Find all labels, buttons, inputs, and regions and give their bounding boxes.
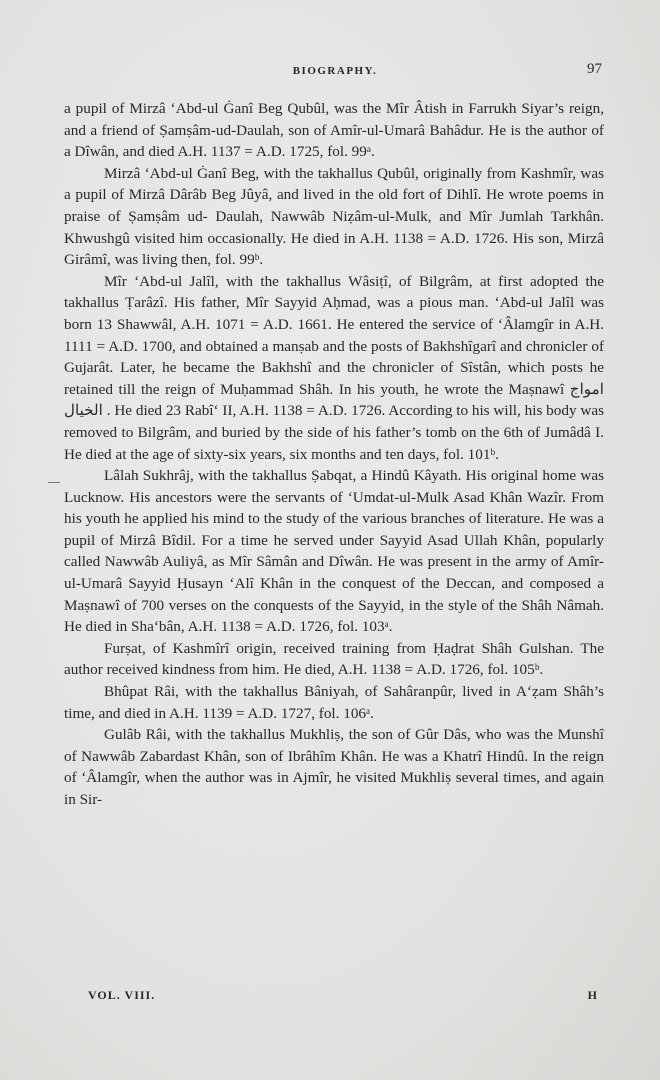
text-line: A.H. 1137 = A.D. 1725, fol. 99ᵃ. bbox=[177, 143, 375, 161]
signature-mark: H bbox=[587, 988, 598, 1002]
paragraph bbox=[64, 681, 604, 724]
text-line: the 6th of Jumâdâ I. He died at the age of sixty-six years, six bbox=[64, 423, 604, 463]
text-line: months and ten days, fol. 101ᵇ. bbox=[311, 445, 499, 463]
volume-label: VOL. VIII. bbox=[88, 988, 156, 1002]
paragraph bbox=[64, 724, 604, 810]
text-line: and Dîwân. He was present in the army of Amîr-ul-Umarâ Sayyid bbox=[64, 553, 604, 593]
text-line: His original home was Lucknow. His ancestors were the servants bbox=[64, 467, 605, 506]
page-footer bbox=[88, 988, 608, 1004]
page-header bbox=[60, 61, 610, 83]
text-line: his mind to the study of the various branches of literature. He bbox=[191, 510, 566, 528]
text-line: Lâlah Sukhrâj, with the takhallus Ṣabqat, a Hindû Kâyath. bbox=[104, 467, 462, 485]
text-line: was in Ajmîr, he visited Mukhliṣ several times, and again in Sir- bbox=[64, 769, 605, 808]
text-line: Gulâb Râi, with the takhallus Mukhliṣ, the son of Gûr Dâs, who bbox=[104, 726, 502, 744]
text-line: of ‘Umdat-ul-Mulk Asad Khân Wazîr. From his youth he applied bbox=[64, 488, 604, 528]
paragraph bbox=[64, 98, 604, 163]
text-line: pious man. ‘Abd-ul Jalîl was born 13 Shawwâl, A.H. 1071 = A.D. bbox=[64, 294, 604, 333]
paragraph bbox=[64, 465, 604, 638]
body-text bbox=[64, 98, 604, 811]
paragraph bbox=[64, 163, 604, 271]
text-line: and obtained a manṣab and the posts of Bakhshîgarî and chronicler bbox=[179, 337, 588, 355]
text-line: 1726. His son, Mirzâ Girâmî, was living then, fol. 99ᵇ. bbox=[64, 229, 604, 269]
text-line: In his youth, he wrote the Maṣnawî امواج الخيال . He died 23 Rabî‘ bbox=[64, 380, 604, 420]
margin-mark bbox=[48, 482, 60, 483]
text-line: Maṣnawî of 700 verses on the conquests of the Sayyid, in the style bbox=[64, 596, 477, 614]
text-line: from Kashmîr, was a pupil of Mirzâ Dârâb Beg Jûyâ, and lived in bbox=[64, 164, 605, 204]
text-line: 1661. He entered the service of ‘Âlamgîr in A.H. 1111 = A.D. 1700, bbox=[64, 315, 605, 355]
text-line: a pupil of Mirzâ ‘Abd-ul Ġanî Beg Qubûl, was the Mîr Âtish in bbox=[64, 100, 464, 117]
text-line: Mirzâ ‘Abd-ul Ġanî Beg, with the takhallus Qubûl, originally bbox=[104, 164, 483, 182]
text-line: fol. 103ᵃ. bbox=[337, 618, 393, 636]
text-line: was the Munshî of Nawwâb Zabardast Khân, son of Ibrâhîm Khân. bbox=[64, 726, 604, 765]
text-line: Farrukh Siyar’s reign, and a friend of Ṣamṣâm-ud-Daulah, son of bbox=[64, 100, 604, 139]
paragraph bbox=[64, 271, 604, 465]
text-line: 1138 = A.D. 1726, fol. 105ᵇ. bbox=[371, 661, 544, 679]
text-line: was a pupil of Mirzâ Bîdil. For a time he served under Sayyid bbox=[64, 510, 605, 549]
page-number: 97 bbox=[587, 61, 602, 77]
text-line: adopted the takhallus Ṭarâzî. His father, Mîr Sayyid Aḥmad, was a bbox=[64, 272, 604, 312]
text-line: Gulshan. The author received kindness from him. He died, A.H. bbox=[64, 639, 604, 679]
text-line: Khwushgû visited him occasionally. He died in A.H. 1138 = A.D. bbox=[64, 229, 470, 247]
text-line: Amîr-ul-Umarâ Bahâdur. He is the author of a Dîwân, and died bbox=[64, 121, 604, 161]
text-line: of Gujarât. Later, he became the Bakhshî and the chronicler of bbox=[64, 337, 605, 377]
text-line: the old fort of Dihlî. He wrote poems in praise of Ṣamṣâm ud- bbox=[64, 186, 605, 225]
text-line: He was a Khatrî Hindû. In the reign of ‘Âlamgîr, when the author bbox=[64, 747, 604, 787]
text-line: Bhûpat Râi, with the takhallus Bâniyah, of Sahâranpûr, lived bbox=[104, 683, 493, 701]
text-line: removed to Bilgrâm, and buried by the side of his father’s tomb on bbox=[64, 423, 477, 441]
running-head: BIOGRAPHY. bbox=[292, 65, 378, 77]
text-line: Mîr ‘Abd-ul Jalîl, with the takhallus Wâsiṭî, of Bilgrâm, at first bbox=[104, 272, 523, 290]
paragraph bbox=[64, 638, 604, 681]
text-line: Ḥusayn ‘Alî Khân in the conquest of the Deccan, and composed a bbox=[176, 575, 604, 593]
text-line: in A‘ẓam Shâh’s time, and died in A.H. 1139 = A.D. 1727, fol. 106ᵃ. bbox=[64, 683, 604, 722]
text-line: Sîstân, which posts he retained till the reign of Muḥammad Shâh. bbox=[64, 359, 605, 398]
text-line: II, A.H. 1138 = A.D. 1726. According to his will, his body was bbox=[222, 402, 604, 420]
text-line: Asad Ullah Khân, popularly called Nawwâb Auliyâ, as Mîr Sâmân bbox=[64, 531, 604, 571]
text-line: Furṣat, of Kashmîrî origin, received training from Ḥaḍrat Shâh bbox=[104, 639, 512, 657]
text-line: Daulah, Nawwâb Niẓâm-ul-Mulk, and Mîr Jumlah Tarkhân. bbox=[215, 207, 604, 225]
text-line: of the Shâh Nâmah. He died in Sha‘bân, A.H. 1138 = A.D. 1726, bbox=[64, 596, 605, 636]
